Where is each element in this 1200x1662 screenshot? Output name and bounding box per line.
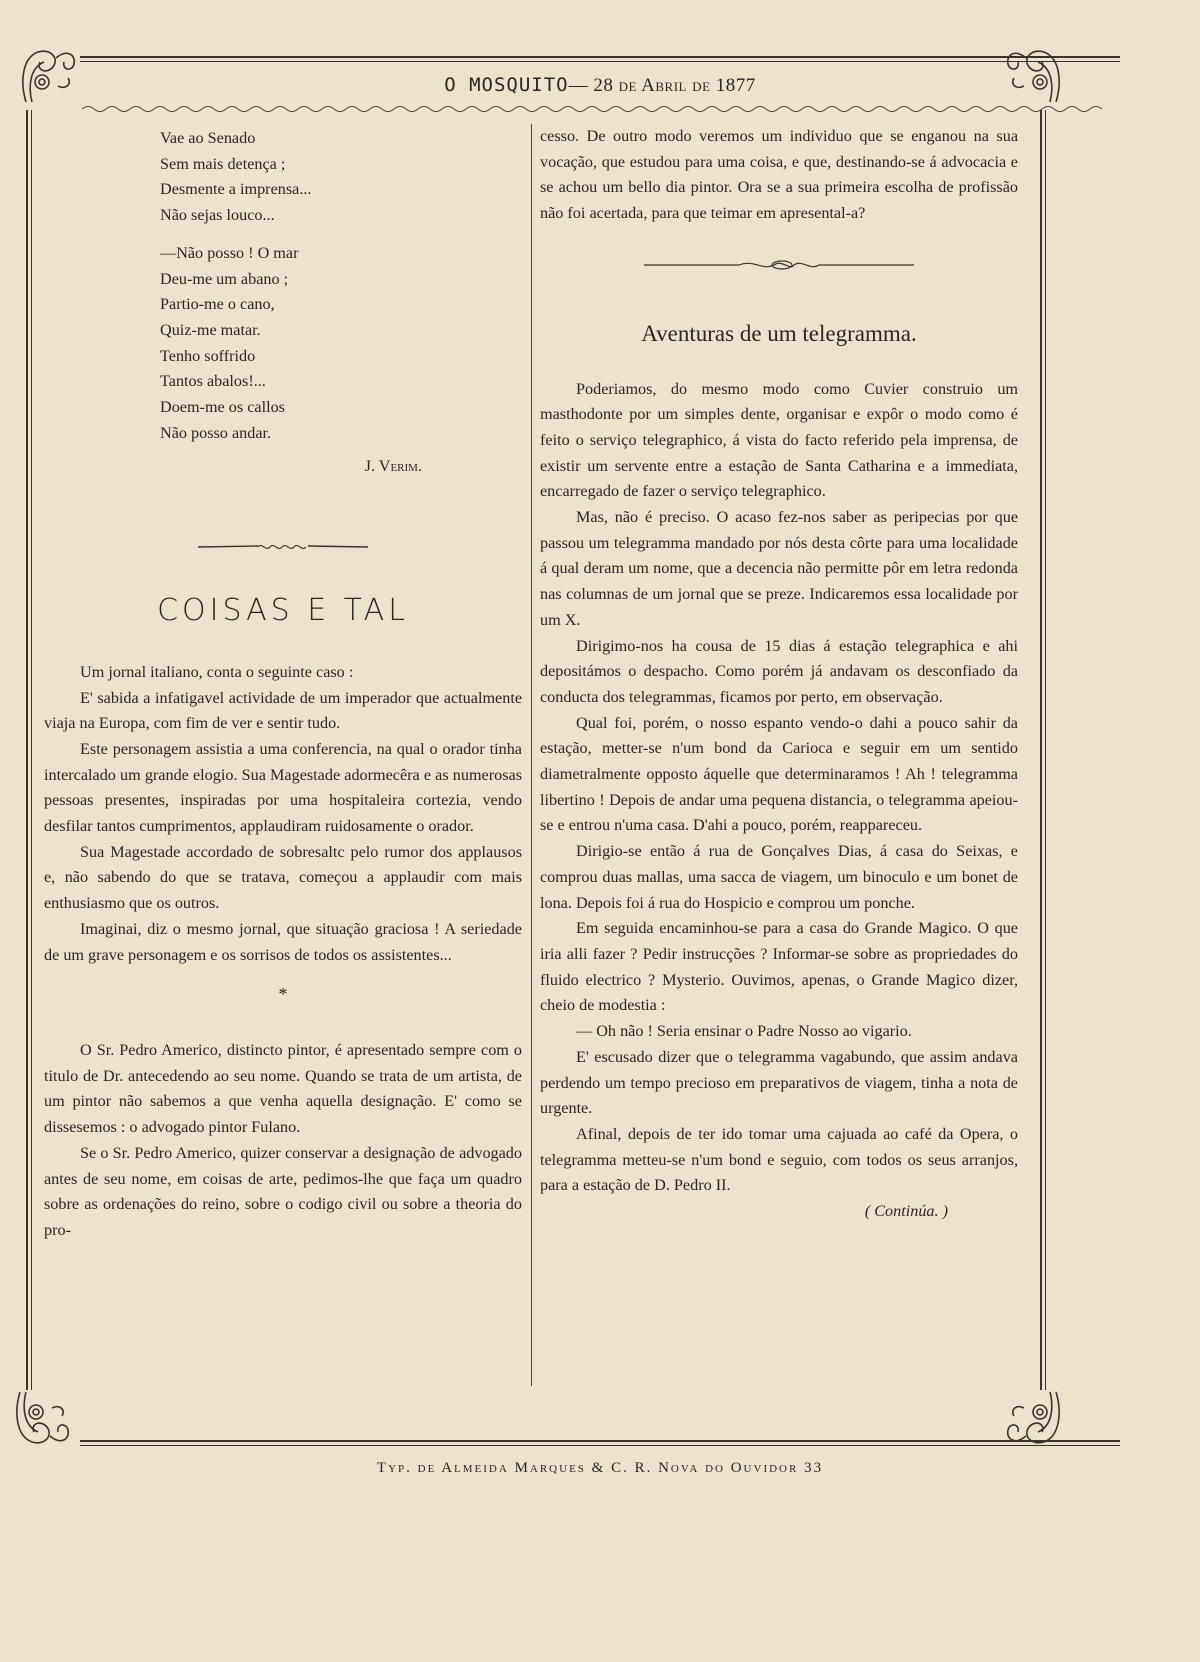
column-divider	[531, 124, 532, 1386]
coisas-paragraph: E' sabida a infatigavel actividade de um imperador que actualmente viaja na Europa, com fim de ver e sentir tudo.	[44, 688, 522, 733]
corner-ornament-bottom-left	[10, 1386, 76, 1452]
aventuras-title: Aventuras de um telegramma.	[641, 320, 917, 346]
header-wavy-rule	[82, 104, 1108, 114]
coisas-paragraph: O Sr. Pedro Americo, distincto pintor, é apresentado sempre com o titulo de Dr. antecedendo ao seu nome. Quando se trata de um artista, de um pintor não sabemos a que venha aquella designação. E' como se dissesemos : o advogado pintor Fulano.	[44, 1040, 522, 1137]
poem-line: Tenho soffrido	[160, 346, 256, 365]
coisas-paragraph: Um jornal italiano, conta o seguinte caso :	[80, 662, 354, 681]
aventuras-paragraph: Mas, não é preciso. O acaso fez-nos saber as peripecias por que passou um telegramma mandado por nós desta côrte para uma localidade á qual deram um nome, que a decencia não permitte pôr em letra redonda nas columnas de um jornal que se preze. Indicaremos essa localidade por um X.	[540, 508, 1018, 629]
aventuras-paragraph: Afinal, depois de ter ido tomar uma cajuada ao café da Opera, o telegramma metteu-se n'um bond e seguio, com todos os seus arranjos, para a estação de D. Pedro II.	[540, 1124, 1018, 1195]
poem	[44, 126, 522, 446]
section-separator-left	[198, 540, 368, 554]
poem-signature: J. Verim.	[364, 457, 422, 476]
poem-line: Sem mais detença ;	[160, 154, 286, 173]
header-date: 28 de Abril de 1877	[593, 75, 756, 96]
poem-line: Vae ao Senado	[160, 129, 256, 147]
left-column	[44, 126, 522, 1244]
coisas-title: COISAS E TAL	[157, 593, 409, 629]
frame-left-line	[26, 110, 28, 1390]
frame-top-line-inner	[80, 61, 1120, 62]
coisas-paragraph: Sua Magestade accordado de sobresaltc pelo rumor dos applausos e, não sabendo do que se tratava, começou a applaudir com mais enthusiasmo que os outros.	[44, 842, 522, 913]
poem-line: Não sejas louco...	[160, 206, 275, 225]
coisas-paragraph: Imaginai, diz o mesmo jornal, que situação graciosa ! A seriedade de um grave personagem e os sorrisos de todos os assistentes...	[44, 919, 522, 964]
poem-line: Desmente a imprensa...	[160, 180, 312, 199]
poem-line: Partio-me o cano,	[160, 295, 275, 314]
page-header	[0, 74, 1200, 97]
aventuras-paragraph: E' escusado dizer que o telegramma vagabundo, que assim andava perdendo um tempo precioso em preparativos de viagem, tinha a nota de urgente.	[540, 1047, 1018, 1118]
coisas-paragraph: Se o Sr. Pedro Americo, quizer conservar a designação de advogado antes de seu nome, em coisas de arte, pedimos-lhe que faça um quadro sobre as ordenações do reino, sobre o codigo civil ou sobre a theoria do pro-	[44, 1143, 522, 1239]
aventuras-paragraph: Em seguida encaminhou-se para a casa do Grande Magico. O que iria alli fazer ? Pedir instrucções ? Informar-se sobre as propriedades do fluido electrico ? Mysterio. Ouvimos, apenas, o Grande Magico dizer, cheio de modestia :	[540, 919, 1018, 1015]
poem-line: Tantos abalos!...	[160, 372, 266, 391]
section-star: *	[278, 984, 288, 1005]
continued-paragraph: cesso. De outro modo veremos um individuo que se enganou na sua vocação, que estudou para uma coisa, e que, destinando-se á advocacia e se achou um bello dia pintor. Ora se a sua primeira escolha de profissão não foi acertada, para que teimar em apresental-a?	[540, 127, 1018, 223]
coisas-paragraph: Este personagem assistia a uma conferencia, na qual o orador tinha intercalado um grande elogio. Sua Magestade adormecêra e as numerosas pessoas presentes, inspiradas por uma hospitaleira cortezia, vendo desfilar tantos cumprimentos, applaudiram ruidosamente o orador.	[44, 739, 522, 836]
aventuras-paragraph: Qual foi, porém, o nosso espanto vendo-o dahi a pouco sahir da estação, metter-se n'um bond da Carioca e seguir em um sentido diametralmente opposto áquelle que determinaramos ! Ah ! telegramma libertino ! Depois de andar uma pequena distancia, o telegramma apeiou-se e entrou n'uma casa. D'ahi a pouco, porém, reappareceu.	[540, 713, 1018, 835]
aventuras-paragraph: Dirigio-se então á rua de Gonçalves Dias, á casa do Seixas, e comprou duas mallas, uma sacca de viagem, um binoculo e um bonet de lona. Depois foi á rua do Hospicio e comprou um ponche.	[540, 842, 1018, 912]
aventuras-paragraph: Dirigimo-nos ha cousa de 15 dias á estação telegraphica e ahi depositámos o despacho. Como porém já andavam os desconfiado da conducta dos telegrammas, ficamos por perto, em observação.	[540, 636, 1018, 706]
frame-right-line-inner	[1045, 110, 1046, 1390]
frame-top-line	[80, 56, 1120, 58]
right-column	[540, 124, 1018, 1225]
poem-line: Doem-me os callos	[160, 398, 285, 417]
header-dash: —	[568, 75, 589, 96]
continua-note: ( Continúa. )	[864, 1202, 948, 1221]
printer-imprint: Typ. de Almeida Marques & C. R. Nova do Ouvidor 33	[376, 1460, 824, 1476]
poem-line: Deu-me um abano ;	[160, 269, 289, 288]
section-separator-right	[644, 257, 914, 273]
aventuras-paragraph: — Oh não ! Seria ensinar o Padre Nosso ao vigario.	[576, 1022, 912, 1041]
poem-line: Quiz-me matar.	[160, 320, 261, 339]
poem-line: —Não posso ! O mar	[160, 243, 299, 262]
frame-left-line-inner	[31, 110, 32, 1390]
corner-ornament-bottom-right	[1000, 1386, 1066, 1452]
frame-bottom-line-inner	[80, 1445, 1120, 1446]
frame-right-line	[1040, 110, 1042, 1390]
poem-line: Não posso andar.	[160, 423, 272, 442]
aventuras-paragraph: Poderiamos, do mesmo modo como Cuvier construio um masthodonte por um simples dente, organisar e expôr o modo como é feito o serviço telegraphico, á vista do facto referido pela imprensa, de existir um servente entre a estação de Santa Catharina e a immediata, encarregado de fazer o serviço telegraphico.	[540, 379, 1018, 501]
masthead-title: O MOSQUITO	[444, 74, 569, 96]
frame-bottom-line	[80, 1440, 1120, 1442]
